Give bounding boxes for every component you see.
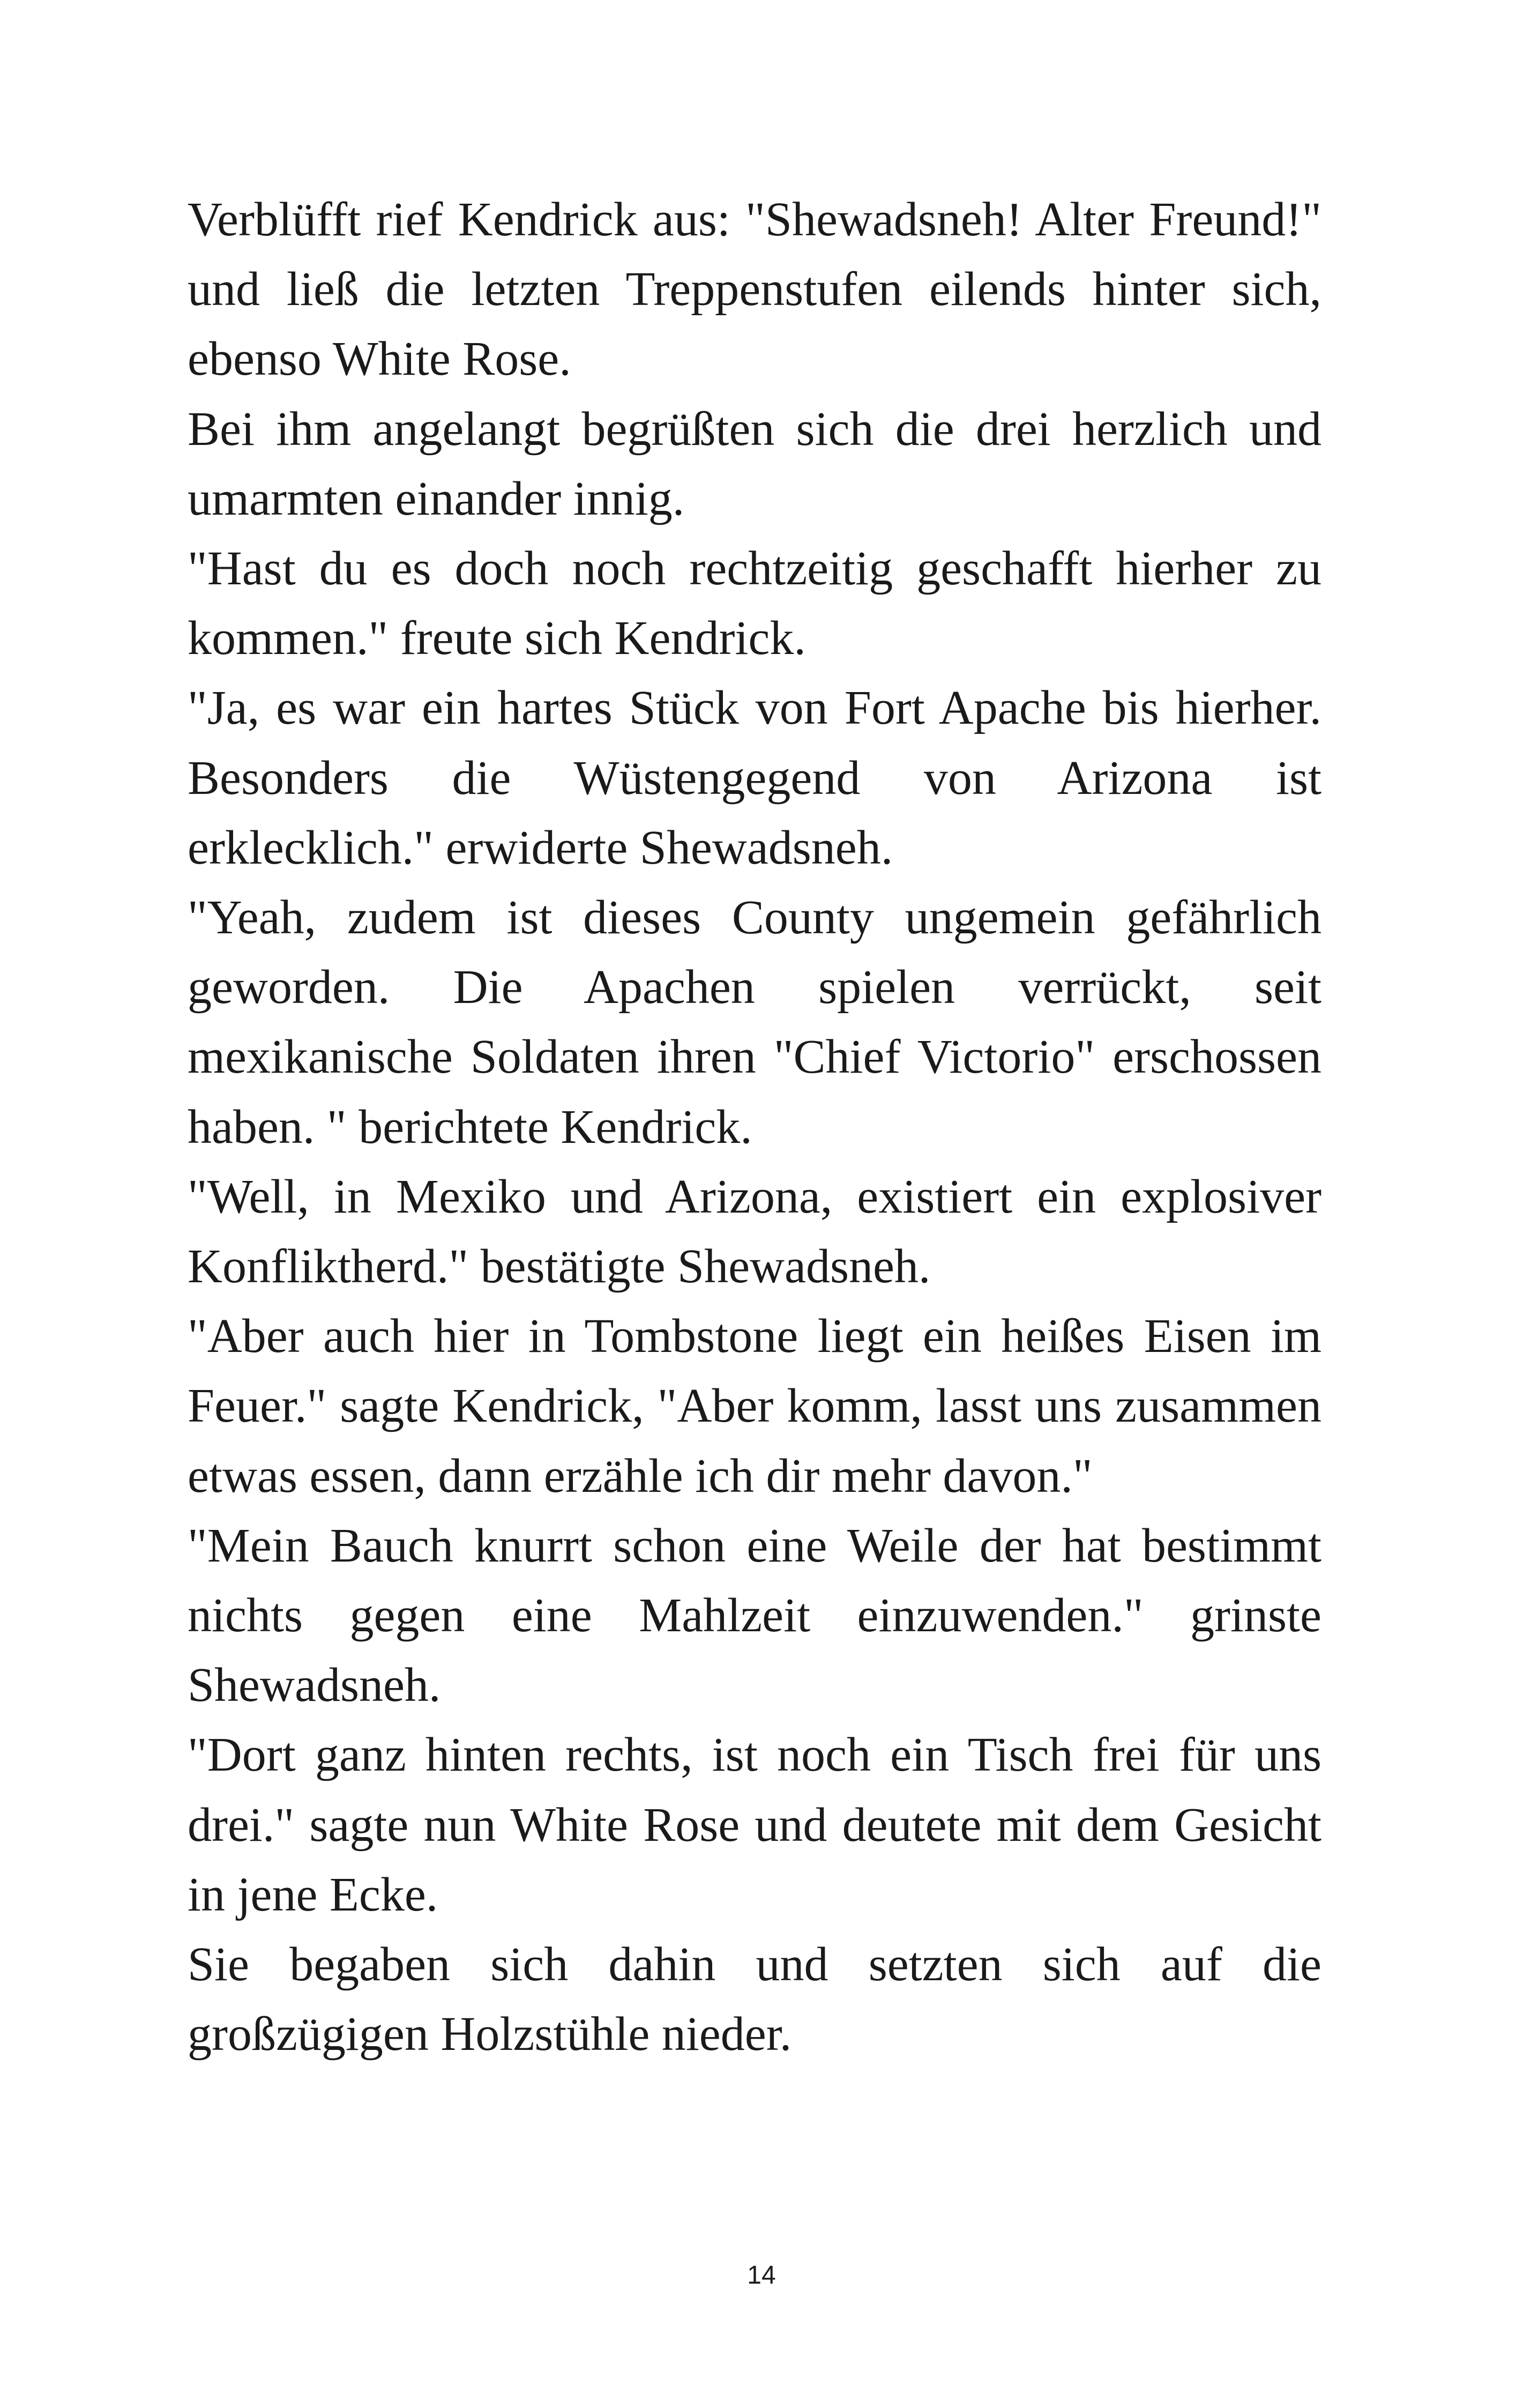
- paragraph: "Yeah, zudem ist dieses County ungemein gefährlich geworden. Die Apachen spielen verrückt, seit mexikanische Soldaten ihren "Chief Victorio" erschossen haben. " berichtete Kendrick.: [188, 891, 1322, 1154]
- paragraph: Sie begaben sich dahin und setzten sich auf die großzügigen Holzstühle nieder.: [188, 1938, 1322, 2061]
- paragraph: Bei ihm angelangt begrüßten sich die drei herzlich und umarmten einander innig.: [188, 402, 1322, 525]
- page-number: 14: [747, 2261, 776, 2290]
- paragraph: "Mein Bauch knurrt schon eine Weile der hat bestimmt nichts gegen eine Mahlzeit einzuwenden." grinste Shewadsneh.: [188, 1519, 1322, 1712]
- paragraph: "Ja, es war ein hartes Stück von Fort Apache bis hierher. Besonders die Wüstengegend von Arizona ist erklecklich." erwiderte Shewadsneh.: [188, 681, 1322, 874]
- paragraph: "Aber auch hier in Tombstone liegt ein heißes Eisen im Feuer." sagte Kendrick, "Aber komm, lasst uns zusammen etwas essen, dann erzähle ich dir mehr davon.": [188, 1310, 1322, 1503]
- paragraph: "Well, in Mexiko und Arizona, existiert ein explosiver Konfliktherd." bestätigte Shewadsneh.: [188, 1170, 1322, 1294]
- body-text: [188, 185, 1322, 2069]
- paragraph: Verblüfft rief Kendrick aus: "Shewadsneh! Alter Freund!" und ließ die letzten Treppenstufen eilends hinter sich, ebenso White Rose.: [188, 193, 1322, 386]
- paragraph: "Dort ganz hinten rechts, ist noch ein Tisch frei für uns drei." sagte nun White Rose und deutete mit dem Gesicht in jene Ecke.: [188, 1728, 1322, 1921]
- paragraph: "Hast du es doch noch rechtzeitig geschafft hierher zu kommen." freute sich Kendrick.: [188, 542, 1322, 665]
